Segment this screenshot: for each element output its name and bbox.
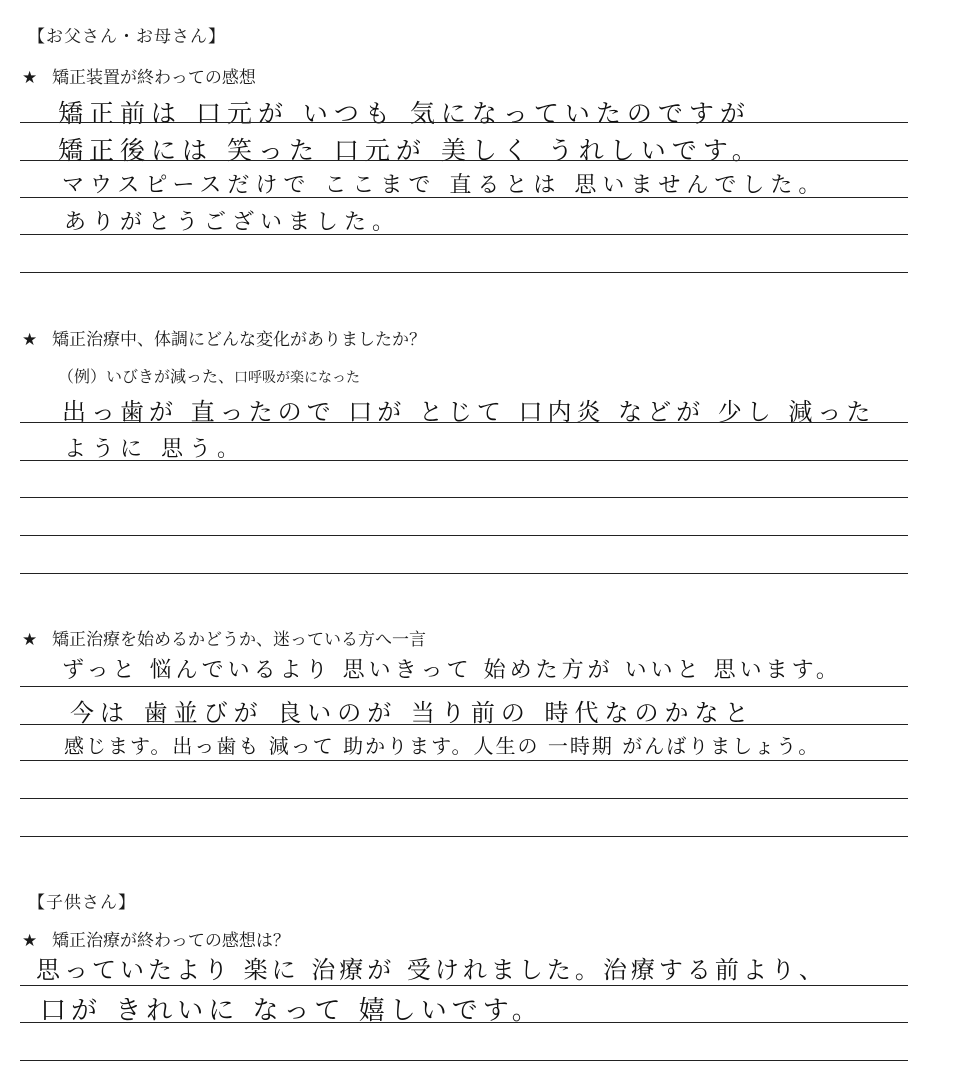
ruled-line (20, 122, 908, 123)
question-2-text: 矯正治療中、体調にどんな変化がありましたか？ (52, 330, 426, 350)
question-2 (22, 325, 426, 350)
handwritten-answer-line: 口が きれいに なって 嬉しいです。 (40, 996, 543, 1026)
handwritten-answer-line: 矯正後には 笑った 口元が 美しく うれしいです。 (58, 136, 763, 165)
handwritten-answer-line: 感じます。出っ歯も 減って 助かります。人生の 一時期 がんばりましょう。 (64, 734, 821, 758)
ruled-line (20, 686, 908, 687)
example-rest: 口呼吸が楽になった (234, 370, 361, 386)
star-icon: ★ (22, 630, 38, 650)
handwritten-answer-line: 出っ歯が 直ったので 口が とじて 口内炎 などが 少し 減った (62, 398, 876, 426)
handwritten-answer-line: 思っていたより 楽に 治療が 受けれました。治療する前より、 (36, 956, 827, 984)
ruled-line (20, 836, 908, 837)
ruled-line (20, 573, 908, 574)
question-1-text: 矯正装置が終わっての感想 (52, 68, 256, 88)
ruled-line (20, 422, 908, 423)
question-4-text: 矯正治療が終わっての感想は？ (52, 931, 290, 951)
ruled-line (20, 798, 908, 799)
question-2-example (58, 364, 360, 387)
star-icon: ★ (22, 330, 38, 350)
handwritten-answer-line: 矯正前は 口元が いつも 気になっていたのですが (58, 99, 751, 128)
star-icon: ★ (22, 68, 38, 88)
ruled-line (20, 272, 908, 273)
ruled-line (20, 497, 908, 498)
ruled-line (20, 160, 908, 161)
parents-section-heading: 【お父さん・お母さん】 (28, 27, 226, 47)
question-1 (22, 63, 256, 88)
question-4 (22, 926, 290, 951)
ruled-line (20, 535, 908, 536)
example-prefix: （例）いびきが減った、 (58, 367, 235, 386)
handwritten-answer-line: 今は 歯並びが 良いのが 当り前の 時代なのかなと (70, 699, 755, 727)
handwritten-answer-line: ずっと 悩んでいるより 思いきって 始めた方が いいと 思います。 (62, 658, 842, 683)
ruled-line (20, 724, 908, 725)
question-3-text: 矯正治療を始めるかどうか、迷っている方へ一言 (52, 630, 426, 650)
ruled-line (20, 234, 908, 235)
ruled-line (20, 197, 908, 198)
star-icon: ★ (22, 931, 38, 951)
ruled-line (20, 760, 908, 761)
ruled-line (20, 985, 908, 986)
child-section-heading: 【子供さん】 (28, 893, 136, 913)
handwritten-answer-line: ように 思う。 (64, 437, 245, 462)
handwritten-answer-line: ありがとうございました。 (64, 210, 401, 235)
ruled-line (20, 1022, 908, 1023)
ruled-line (20, 1060, 908, 1061)
question-3 (22, 625, 426, 650)
handwritten-answer-line: マウスピースだけで ここまで 直るとは 思いませんでした。 (62, 173, 827, 198)
ruled-line (20, 460, 908, 461)
